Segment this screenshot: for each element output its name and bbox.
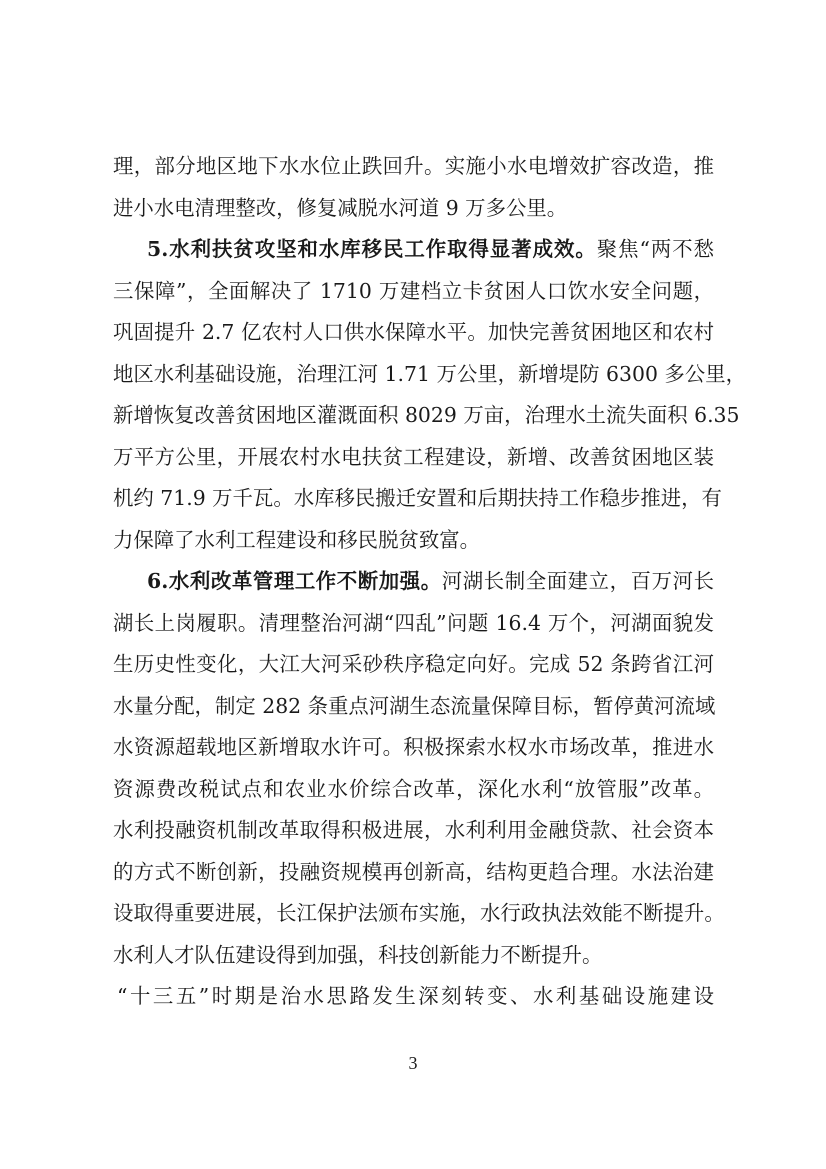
text-line: 机约 71.9 万千瓦。水库移民搬迁安置和后期扶持工作稳步推进，有 — [113, 486, 722, 510]
section-6-first-line — [113, 561, 714, 603]
text-line: 理，部分地区地下水水位止跌回升。实施小水电增效扩容改造，推 — [113, 154, 714, 178]
text-line: 水量分配，制定 282 条重点河湖生态流量保障目标，暂停黄河流域 — [113, 693, 716, 718]
page-number: 3 — [408, 1053, 418, 1073]
text-line: 巩固提升 2.7 亿农村人口供水保障水平。加快完善贫困地区和农村 — [113, 320, 714, 344]
text-line: 新增恢复改善贫困地区灌溉面积 8029 万亩，治理水土流失面积 6.35 — [113, 403, 740, 427]
text-line: 水资源超载地区新增取水许可。积极探索水权水市场改革，推进水 — [113, 735, 714, 759]
text-line: 设取得重要进展，长江保护法颁布实施，水行政执法效能不断提升。 — [113, 901, 725, 925]
section-5-heading: 5.水利扶贫攻坚和水库移民工作取得显著成效。 — [147, 237, 597, 261]
text-line: 万平方公里，开展农村水电扶贫工程建设，新增、改善贫困地区装 — [113, 444, 714, 469]
text-span: 河湖长制全面建立，百万河长 — [441, 569, 715, 593]
text-span: 聚焦“两不愁 — [596, 237, 714, 261]
text-line: 水利投融资机制改革取得积极进展，水利利用金融贷款、社会资本 — [113, 818, 714, 842]
text-line: 湖长上岗履职。清理整治河湖“四乱”问题 16.4 万个，河湖面貌发 — [113, 610, 714, 635]
text-line: 水利人才队伍建设得到加强，科技创新能力不断提升。 — [113, 942, 603, 967]
text-line: 资源费改税试点和农业水价综合改革，深化水利“放管服”改革。 — [113, 776, 714, 801]
document-body — [113, 146, 746, 1018]
text-line: 三保障”，全面解决了 1710 万建档立卡贫困人口饮水安全问题， — [113, 278, 714, 303]
section-5-first-line — [113, 229, 714, 271]
text-line: 生历史性变化，大江大河采砂秩序稳定向好。完成 52 条跨省江河 — [113, 652, 714, 676]
text-line: 进小水电清理整改，修复减脱水河道 9 万多公里。 — [113, 195, 568, 220]
section-6-heading: 6.水利改革管理工作不断加强。 — [147, 569, 442, 593]
text-line: 力保障了水利工程建设和移民脱贫致富。 — [113, 527, 481, 552]
text-line: 地区水利基础设施，治理江河 1.71 万公里，新增堤防 6300 多公里， — [113, 361, 746, 386]
text-line: “十三五”时期是治水思路发生深刻转变、水利基础设施建设 — [117, 984, 714, 1008]
text-line: 的方式不断创新，投融资规模再创新高，结构更趋合理。水法治建 — [113, 859, 714, 884]
